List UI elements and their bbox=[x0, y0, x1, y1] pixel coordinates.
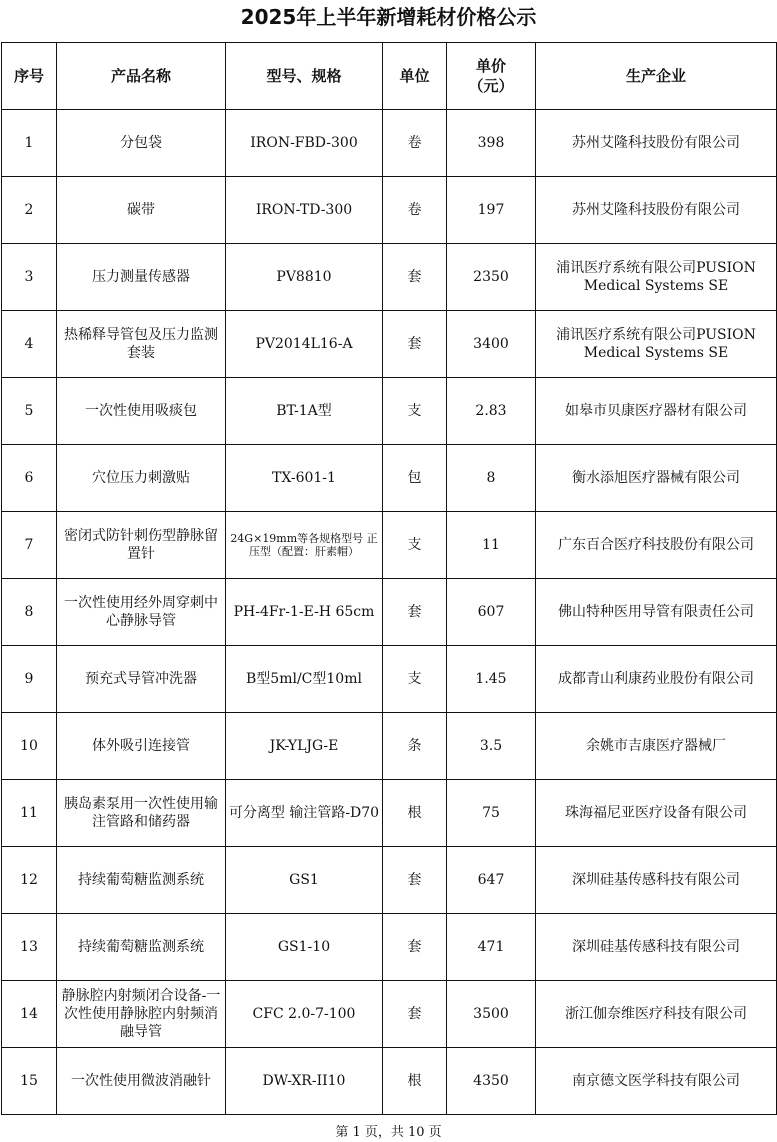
table-row bbox=[2, 311, 777, 378]
table-header-row bbox=[2, 43, 777, 110]
cell-unit: 套 bbox=[383, 981, 447, 1048]
cell-product-name: 静脉腔内射频闭合设备-一次性使用静脉腔内射频消融导管 bbox=[57, 981, 226, 1048]
header-seq: 序号 bbox=[2, 43, 57, 110]
cell-price: 3.5 bbox=[447, 713, 536, 780]
cell-unit: 套 bbox=[383, 244, 447, 311]
cell-unit: 包 bbox=[383, 445, 447, 512]
cell-company: 珠海福尼亚医疗设备有限公司 bbox=[536, 780, 777, 847]
cell-unit: 套 bbox=[383, 311, 447, 378]
cell-seq: 9 bbox=[2, 646, 57, 713]
cell-unit: 支 bbox=[383, 512, 447, 579]
cell-seq: 10 bbox=[2, 713, 57, 780]
cell-seq: 3 bbox=[2, 244, 57, 311]
cell-company: 浦讯医疗系统有限公司PUSION Medical Systems SE bbox=[536, 311, 777, 378]
cell-company: 深圳硅基传感科技有限公司 bbox=[536, 914, 777, 981]
cell-product-name: 一次性使用微波消融针 bbox=[57, 1048, 226, 1115]
header-price-line1: 单价 bbox=[475, 57, 506, 75]
cell-seq: 11 bbox=[2, 780, 57, 847]
cell-product-name: 碳带 bbox=[57, 177, 226, 244]
cell-spec: B型5ml/C型10ml bbox=[226, 646, 383, 713]
cell-seq: 2 bbox=[2, 177, 57, 244]
cell-seq: 12 bbox=[2, 847, 57, 914]
cell-spec: IRON-FBD-300 bbox=[226, 110, 383, 177]
cell-spec: IRON-TD-300 bbox=[226, 177, 383, 244]
cell-spec: 24G×19mm等各规格型号 正压型（配置：肝素帽） bbox=[226, 512, 383, 579]
cell-company: 成都青山利康药业股份有限公司 bbox=[536, 646, 777, 713]
header-unit: 单位 bbox=[383, 43, 447, 110]
table-body bbox=[2, 110, 777, 1115]
cell-product-name: 分包袋 bbox=[57, 110, 226, 177]
cell-product-name: 密闭式防针刺伤型静脉留置针 bbox=[57, 512, 226, 579]
cell-price: 398 bbox=[447, 110, 536, 177]
table-row bbox=[2, 713, 777, 780]
header-company: 生产企业 bbox=[536, 43, 777, 110]
table-row bbox=[2, 981, 777, 1048]
cell-product-name: 预充式导管冲洗器 bbox=[57, 646, 226, 713]
cell-price: 607 bbox=[447, 579, 536, 646]
cell-unit: 支 bbox=[383, 646, 447, 713]
table-row bbox=[2, 646, 777, 713]
cell-product-name: 热稀释导管包及压力监测套装 bbox=[57, 311, 226, 378]
table-row bbox=[2, 378, 777, 445]
table-row bbox=[2, 780, 777, 847]
cell-price: 647 bbox=[447, 847, 536, 914]
cell-company: 苏州艾隆科技股份有限公司 bbox=[536, 177, 777, 244]
cell-spec: TX-601-1 bbox=[226, 445, 383, 512]
table-row bbox=[2, 512, 777, 579]
cell-company: 深圳硅基传感科技有限公司 bbox=[536, 847, 777, 914]
cell-seq: 8 bbox=[2, 579, 57, 646]
cell-company: 衡水添旭医疗器械有限公司 bbox=[536, 445, 777, 512]
cell-company: 余姚市吉康医疗器械厂 bbox=[536, 713, 777, 780]
cell-unit: 支 bbox=[383, 378, 447, 445]
cell-product-name: 胰岛素泵用一次性使用输注管路和储药器 bbox=[57, 780, 226, 847]
price-table bbox=[1, 42, 777, 1115]
table-row bbox=[2, 1048, 777, 1115]
cell-company: 南京德文医学科技有限公司 bbox=[536, 1048, 777, 1115]
cell-price: 197 bbox=[447, 177, 536, 244]
header-price-line2: （元） bbox=[468, 77, 514, 95]
cell-seq: 13 bbox=[2, 914, 57, 981]
cell-product-name: 持续葡萄糖监测系统 bbox=[57, 847, 226, 914]
cell-spec: 可分离型 输注管路-D70 bbox=[226, 780, 383, 847]
table-row bbox=[2, 847, 777, 914]
cell-spec: PV8810 bbox=[226, 244, 383, 311]
cell-seq: 1 bbox=[2, 110, 57, 177]
cell-unit: 套 bbox=[383, 579, 447, 646]
cell-seq: 6 bbox=[2, 445, 57, 512]
table-row bbox=[2, 579, 777, 646]
header-product-name: 产品名称 bbox=[57, 43, 226, 110]
cell-price: 3500 bbox=[447, 981, 536, 1048]
cell-price: 1.45 bbox=[447, 646, 536, 713]
cell-unit: 卷 bbox=[383, 177, 447, 244]
cell-company: 佛山特种医用导管有限责任公司 bbox=[536, 579, 777, 646]
cell-unit: 卷 bbox=[383, 110, 447, 177]
cell-spec: GS1-10 bbox=[226, 914, 383, 981]
cell-price: 75 bbox=[447, 780, 536, 847]
cell-product-name: 体外吸引连接管 bbox=[57, 713, 226, 780]
cell-unit: 根 bbox=[383, 780, 447, 847]
cell-price: 8 bbox=[447, 445, 536, 512]
cell-spec: PV2014L16-A bbox=[226, 311, 383, 378]
cell-unit: 套 bbox=[383, 847, 447, 914]
table-row bbox=[2, 244, 777, 311]
cell-seq: 4 bbox=[2, 311, 57, 378]
cell-spec: DW-XR-II10 bbox=[226, 1048, 383, 1115]
cell-price: 471 bbox=[447, 914, 536, 981]
page-title: 2025年上半年新增耗材价格公示 bbox=[240, 5, 537, 29]
cell-product-name: 穴位压力刺激贴 bbox=[57, 445, 226, 512]
cell-unit: 根 bbox=[383, 1048, 447, 1115]
cell-company: 浦讯医疗系统有限公司PUSION Medical Systems SE bbox=[536, 244, 777, 311]
header-spec: 型号、规格 bbox=[226, 43, 383, 110]
cell-spec: GS1 bbox=[226, 847, 383, 914]
table-row bbox=[2, 445, 777, 512]
cell-seq: 15 bbox=[2, 1048, 57, 1115]
cell-company: 广东百合医疗科技股份有限公司 bbox=[536, 512, 777, 579]
table-row bbox=[2, 177, 777, 244]
cell-price: 2.83 bbox=[447, 378, 536, 445]
cell-company: 苏州艾隆科技股份有限公司 bbox=[536, 110, 777, 177]
cell-seq: 7 bbox=[2, 512, 57, 579]
cell-unit: 条 bbox=[383, 713, 447, 780]
table-row bbox=[2, 110, 777, 177]
cell-price: 4350 bbox=[447, 1048, 536, 1115]
cell-spec: PH-4Fr-1-E-H 65cm bbox=[226, 579, 383, 646]
cell-price: 11 bbox=[447, 512, 536, 579]
table-row bbox=[2, 914, 777, 981]
header-price bbox=[447, 43, 536, 110]
cell-price: 3400 bbox=[447, 311, 536, 378]
cell-product-name: 持续葡萄糖监测系统 bbox=[57, 914, 226, 981]
cell-spec: BT-1A型 bbox=[226, 378, 383, 445]
cell-seq: 5 bbox=[2, 378, 57, 445]
cell-unit: 套 bbox=[383, 914, 447, 981]
page-footer: 第 1 页，共 10 页 bbox=[335, 1125, 442, 1140]
cell-product-name: 一次性使用吸痰包 bbox=[57, 378, 226, 445]
cell-company: 如皋市贝康医疗器材有限公司 bbox=[536, 378, 777, 445]
cell-price: 2350 bbox=[447, 244, 536, 311]
cell-seq: 14 bbox=[2, 981, 57, 1048]
cell-product-name: 一次性使用经外周穿刺中心静脉导管 bbox=[57, 579, 226, 646]
cell-product-name: 压力测量传感器 bbox=[57, 244, 226, 311]
cell-spec: CFC 2.0-7-100 bbox=[226, 981, 383, 1048]
cell-spec: JK-YLJG-E bbox=[226, 713, 383, 780]
cell-company: 浙江伽奈维医疗科技有限公司 bbox=[536, 981, 777, 1048]
